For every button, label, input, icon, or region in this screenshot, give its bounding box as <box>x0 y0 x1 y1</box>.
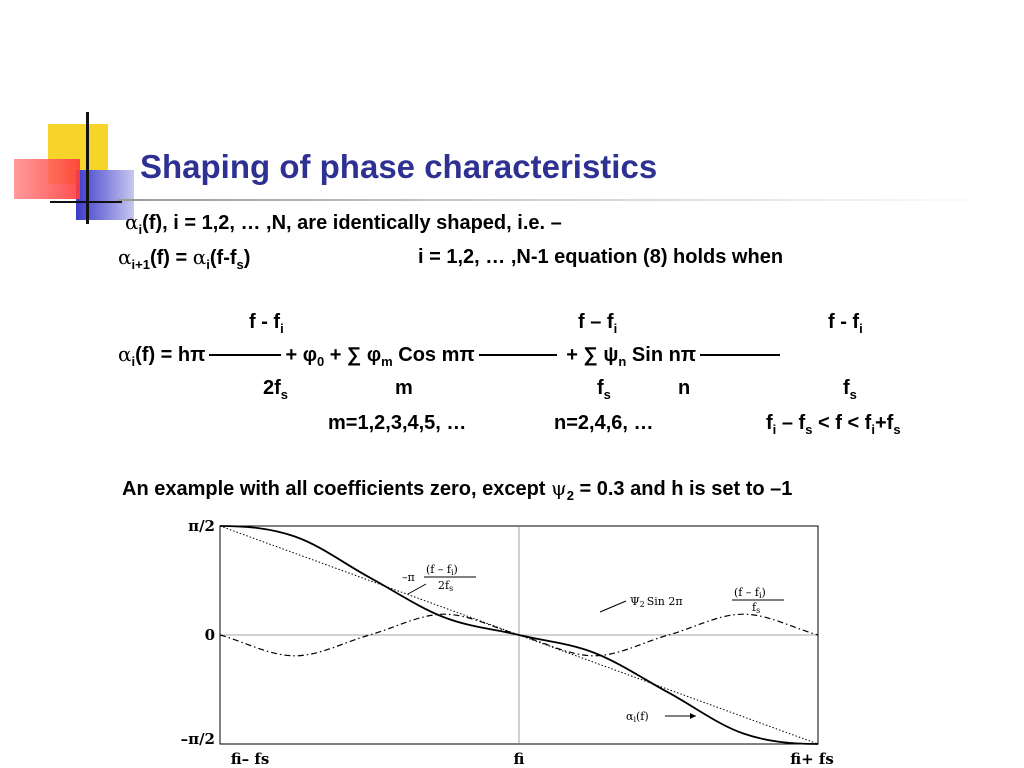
bullet-line-2-left: $\alpha_{i+1}(f) = \alpha_i(f-f_s)$ <box>118 245 251 272</box>
fraction-bar-1 <box>209 354 281 356</box>
y-tick-label: π/2 <box>188 517 215 535</box>
fraction-bar-2 <box>479 354 557 356</box>
example-caption: An example with all coefficients zero, except $\psi_2 = 0.3$ and h is set to –1 <box>122 476 793 503</box>
svg-text:(f – fi): (f – fi) <box>734 586 766 600</box>
slide-title: Shaping of phase characteristics <box>140 148 658 185</box>
x-tick-label: fi <box>513 750 525 768</box>
logo-horizontal-rule <box>50 201 122 203</box>
range-n: n=2,4,6, … <box>554 412 654 434</box>
title-divider <box>118 199 1008 201</box>
x-tick-label: fi+ fs <box>790 750 834 768</box>
svg-text:2fs: 2fs <box>438 579 454 593</box>
denominator-1: $2f_s$ <box>263 377 289 402</box>
svg-text:(f – fi): (f – fi) <box>426 563 458 577</box>
x-tick-label: fi– fs <box>230 750 270 768</box>
y-tick-label: –π/2 <box>180 730 215 748</box>
range-f: $f_i - f_s < f < f_i+f_s$ <box>766 412 901 437</box>
annotation-alpha <box>626 710 696 724</box>
denominator-3: $f_s$ <box>843 377 857 402</box>
svg-text:fs: fs <box>752 601 761 615</box>
equation-main-line: $\alpha_i(f) = h\pi + \varphi_0$ + ∑ $\varphi_m$ Cos mπ + ∑ $\psi_n$ Sin nπ <box>118 344 784 368</box>
svg-text:αi(f): αi(f) <box>626 710 649 724</box>
annotation-linear <box>402 563 476 594</box>
denominator-2: $f_s$ <box>597 377 611 402</box>
alpha-symbol: α <box>125 210 139 234</box>
numerator-1: f - $f_i$ <box>249 311 284 336</box>
y-tick-label: 0 <box>204 626 215 644</box>
numerator-3: f - $f_i$ <box>828 311 863 336</box>
bullet-line-1: $\alpha_i(f)$, i = 1,2, … ,N, are identically shaped, i.e. – <box>125 210 562 237</box>
phase-plot <box>160 512 860 768</box>
bullet-line-2-right: i = 1,2, … ,N-1 equation (8) holds when <box>418 246 784 268</box>
numerator-2: f – $f_i$ <box>578 311 618 336</box>
logo-vertical-rule <box>86 112 89 224</box>
annotation-sine <box>600 586 784 615</box>
sum-index-m: m <box>395 377 413 399</box>
range-m: m=1,2,3,4,5, … <box>328 412 467 434</box>
svg-text:Ψ2Sin 2π: Ψ2 Sin 2π <box>630 595 683 609</box>
logo-red-square <box>14 159 80 199</box>
svg-text:–π: –π <box>402 571 415 584</box>
fraction-bar-3 <box>700 354 780 356</box>
sum-index-n: n <box>678 377 691 399</box>
